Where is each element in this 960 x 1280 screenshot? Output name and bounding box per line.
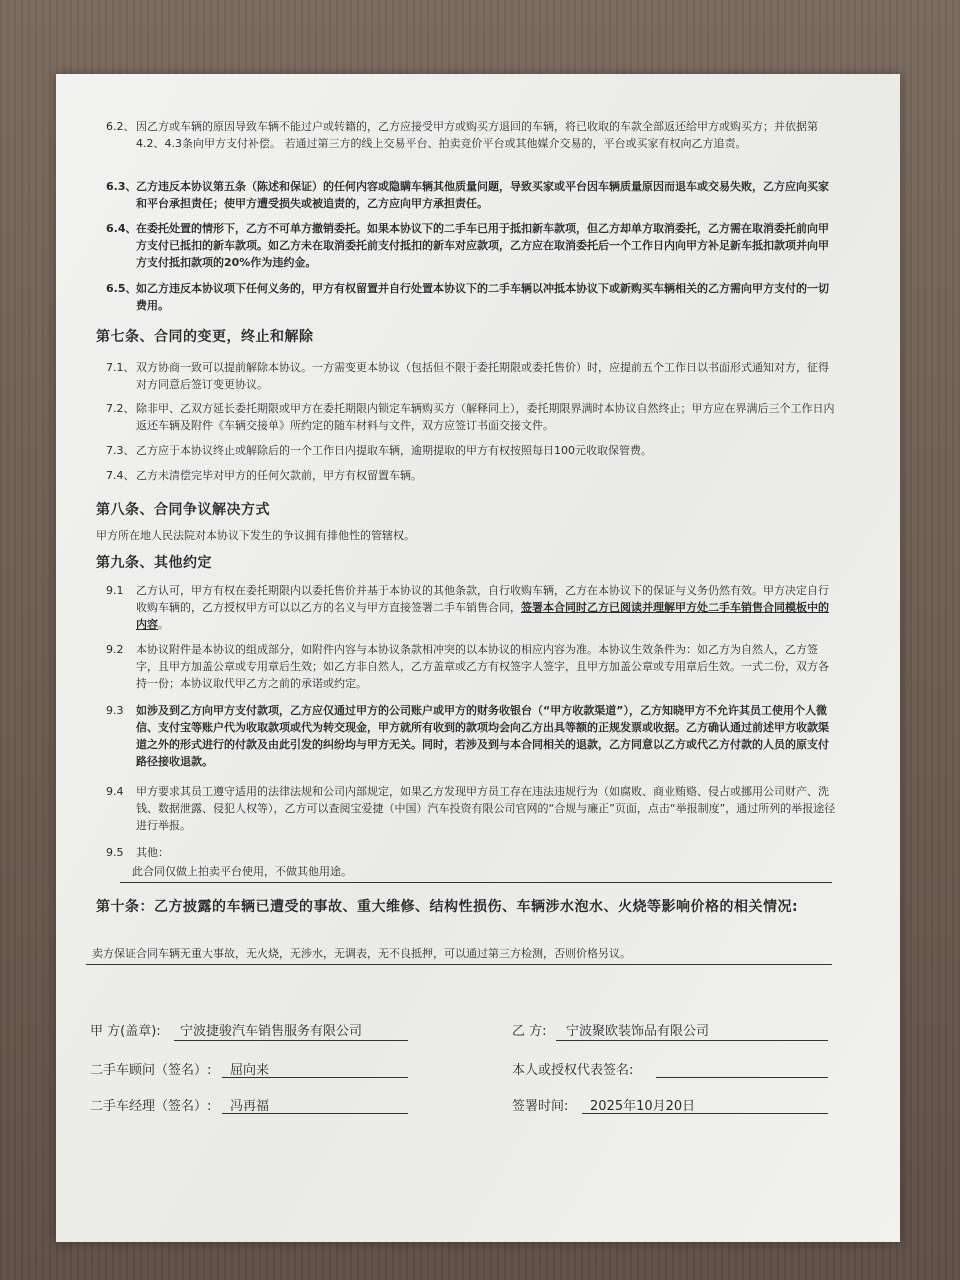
clause-text: 乙方违反本协议第五条（陈述和保证）的任何内容或隐瞒车辆其他质量问题，导致买家或平台因车辆质量原因而退车或交易失败，乙方应向买家和平台承担责任；使甲方遭受损失或被追责的，乙方应向甲方承担责任。 (136, 180, 829, 210)
clause-7-4 (106, 467, 836, 484)
clause-number: 6.5、 (106, 282, 137, 295)
clause-9-5-value: 此合同仅做上拍卖平台使用，不做其他用途。 (132, 865, 352, 878)
date-label: 签署时间: (512, 1099, 569, 1114)
clause-text: 除非甲、乙双方延长委托期限或甲方在委托期限内锁定车辆购买方（解释同上），委托期限界满时本协议自然终止；甲方应在界满后三个工作日内返还车辆及附件《车辆交接单》所约定的随车材料与文件，双方应签订书面交接文件。 (136, 402, 835, 432)
clause-text: 甲方要求其员工遵守适用的法律法规和公司内部规定，如果乙方发现甲方员工存在违法违规行为（如腐败、商业贿赂、侵占或挪用公司财产、洗钱、数据泄露、侵犯人权等），乙方可以查阅宝爱捷（中国）汽车投资有限公司官网的“合规与廉正”页面，点击“举报制度”，通过所列的举报途径进行举报。 (136, 785, 836, 832)
clause-number: 6.4、 (106, 222, 137, 235)
signature-line (582, 1113, 828, 1114)
clause-number: 9.4 (106, 785, 124, 798)
clause-9-3 (106, 702, 836, 770)
clause-number: 7.4、 (106, 469, 135, 482)
clause-emphasis: 签署本合同时乙方已阅读并理解甲方处二手车销售合同模板中的内容 (136, 601, 829, 631)
clause-text: 双方协商一致可以提前解除本协议。一方需变更本协议（包括但不限于委托期限或委托售价）时，应提前五个工作日以书面形式通知对方，征得对方同意后签订变更协议。 (136, 361, 829, 391)
clause-6-4 (106, 220, 836, 271)
manager-signature: 冯再福 (230, 1099, 270, 1114)
date-value: 2025年10月20日 (590, 1099, 696, 1114)
clause-end: 。 (158, 618, 169, 631)
signature-line (222, 1077, 408, 1078)
representative-label: 本人或授权代表签名: (512, 1063, 634, 1078)
clause-9-5 (106, 844, 836, 861)
clause-number: 7.3、 (106, 444, 135, 457)
clause-number: 6.3、 (106, 180, 137, 193)
clause-9-4 (106, 783, 836, 834)
signature-line (656, 1077, 828, 1078)
clause-text: 因乙方或车辆的原因导致车辆不能过户或转籍的，乙方应接受甲方或购买方退回的车辆，将已收取的车款全部返还给甲方或购买方；并依据第4.2、4.3条向甲方支付补偿。 若通过第三方的线上交易平台、拍卖竞价平台或其他媒介交易的，平台或买家有权向乙方追责。 (136, 120, 818, 150)
clause-number: 9.5 (106, 846, 124, 859)
clause-number: 7.2、 (106, 402, 135, 415)
party-a-label: 甲 方(盖章): (90, 1024, 161, 1039)
clause-text: 如乙方违反本协议项下任何义务的，甲方有权留置并自行处置本协议下的二手车辆以冲抵本协议下或新购买车辆相关的乙方需向甲方支付的一切费用。 (136, 282, 829, 312)
clause-6-3 (106, 178, 836, 212)
clause-7-3 (106, 442, 836, 459)
section-8-text: 甲方所在地人民法院对本协议下发生的争议拥有排他性的管辖权。 (96, 529, 415, 542)
section-8-title: 第八条、合同争议解决方式 (96, 502, 270, 518)
section-9-title: 第九条、其他约定 (96, 555, 212, 571)
consultant-signature: 屈向来 (230, 1063, 270, 1078)
section-10-value: 卖方保证合同车辆无重大事故，无火烧，无涉水，无调表，无不良抵押，可以通过第三方检测，否则价格另议。 (92, 947, 631, 960)
clause-6-2 (106, 118, 836, 152)
clause-number: 6.2、 (106, 120, 135, 133)
clause-number: 7.1、 (106, 361, 135, 374)
clause-6-5 (106, 280, 836, 314)
consultant-label: 二手车顾问（签名）: (90, 1063, 212, 1078)
clause-number: 9.2 (106, 643, 124, 656)
manager-label: 二手车经理（签名）: (90, 1099, 212, 1114)
party-b-label: 乙 方: (512, 1024, 547, 1039)
clause-7-2 (106, 400, 836, 434)
section-10-title: 第十条：乙方披露的车辆已遭受的事故、重大维修、结构性损伤、车辆涉水泡水、火烧等影响价格的相关情况: (96, 899, 799, 915)
contract-page (56, 74, 900, 1242)
clause-text: 本协议附件是本协议的组成部分，如附件内容与本协议条款相冲突的以本协议的相应内容为准。本协议生效条件为：如乙方为自然人，乙方签字，且甲方加盖公章或专用章后生效；如乙方非自然人，乙方盖章或乙方有权签字人签字，且甲方加盖公章或专用章后生效。一式二份，双方各持一份；本协议取代甲乙方之前的承诺或约定。 (136, 643, 829, 690)
signature-line (222, 1113, 408, 1114)
clause-text: 乙方未清偿完毕对甲方的任何欠款前，甲方有权留置车辆。 (136, 469, 422, 482)
section-7-title: 第七条、合同的变更，终止和解除 (96, 329, 314, 345)
signature-line (556, 1040, 828, 1041)
clause-9-2 (106, 641, 836, 692)
divider-line (120, 882, 832, 883)
clause-text: 在委托处置的情形下，乙方不可单方撤销委托。如果本协议下的二手车已用于抵扣新车款项，但乙方却单方取消委托，乙方需在取消委托前向甲方支付已抵扣的新车款项。如乙方未在取消委托前支付抵扣的新车对应款项，乙方应在取消委托后一个工作日内向甲方补足新车抵扣款项并向甲方支付抵扣款项的20%作为违约金。 (136, 222, 829, 269)
clause-9-1 (106, 582, 836, 633)
clause-number: 9.1 (106, 584, 124, 597)
divider-line (86, 964, 832, 965)
clause-label: 其他： (136, 846, 169, 859)
party-a-value: 宁波捷骏汽车销售服务有限公司 (180, 1024, 363, 1039)
party-b-value: 宁波聚欧装饰品有限公司 (566, 1024, 710, 1039)
signature-line (174, 1040, 408, 1041)
clause-text: 乙方应于本协议终止或解除后的一个工作日内提取车辆，逾期提取的甲方有权按照每日100元收取保管费。 (136, 444, 652, 457)
clause-7-1 (106, 359, 836, 393)
clause-number: 9.3 (106, 704, 124, 717)
clause-text: 如涉及到乙方向甲方支付款项，乙方应仅通过甲方的公司账户或甲方的财务收银台（“甲方收款渠道”），乙方知晓甲方不允许其员工使用个人微信、支付宝等账户代为收取款项或代为转交现金，甲方就所有收到的款项均会向乙方出具等额的正规发票或收据。乙方确认通过前述甲方收款渠道之外的形式进行的付款及由此引发的纠纷均与甲方无关。同时，若涉及到与本合同相关的退款，乙方同意以乙方或代乙方付款的人员的原支付路径接收退款。 (136, 704, 829, 768)
clause-text: 乙方认可，甲方有权在委托期限内以委托售价并基于本协议的其他条款，自行收购车辆，乙方在本协议下的保证与义务仍然有效。甲方决定自行收购车辆的，乙方授权甲方可以以乙方的名义与甲方直接签署二手车销售合同， (136, 584, 829, 614)
